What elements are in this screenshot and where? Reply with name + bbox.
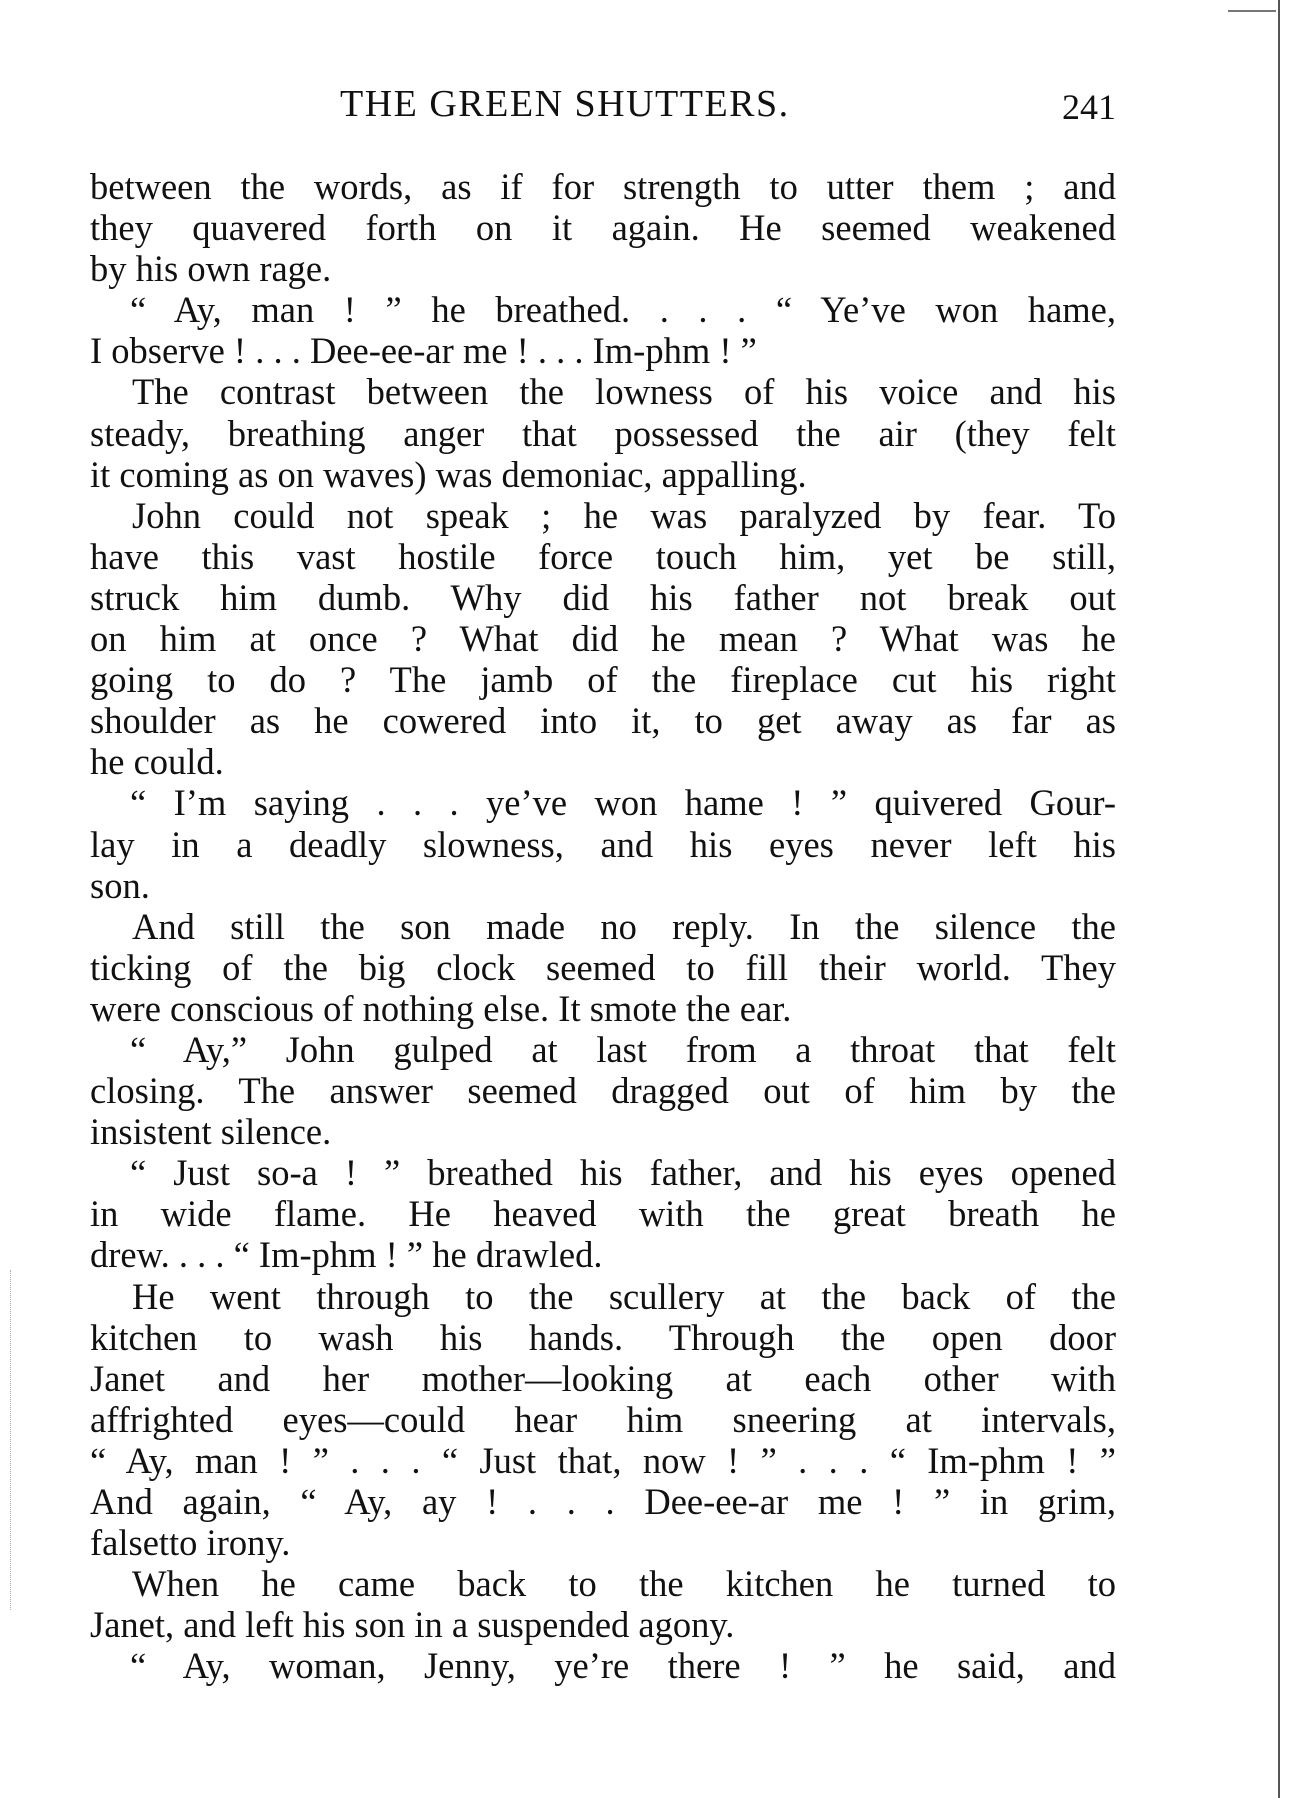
text-line: John could not speak ; he was paralyzed by fear. To [132,494,1116,536]
text-line: ticking of the big clock seemed to fill their world. They [90,946,1116,988]
text-line: When he came back to the kitchen he turned to [132,1563,1116,1605]
text-line: The contrast between the lowness of his voice and his [132,371,1116,413]
text-line: going to do ? The jamb of the fireplace cut his right [90,659,1116,701]
text-line: it coming as on waves) was demoniac, appalling. [90,453,807,495]
page-corner-rule [1228,10,1276,12]
text-line: “ Ay, man ! ” . . . “ Just that, now ! ” . . . “ Im-phm ! ” [90,1439,1116,1481]
text-line: steady, breathing anger that possessed the air (they felt [90,412,1116,454]
text-line: Janet, and left his son in a suspended agony. [90,1604,735,1646]
page-number: 241 [1062,87,1116,127]
text-line: “ I’m saying . . . ye’ve won hame ! ” quivered Gour- [130,782,1116,824]
text-line: “ Just so-a ! ” breathed his father, and his eyes opened [130,1152,1116,1194]
text-line: And again, “ Ay, ay ! . . . Dee-ee-ar me ! ” in grim, [90,1481,1116,1522]
text-line: insistent silence. [90,1111,332,1153]
body-text [90,166,1116,1686]
text-line: they quavered forth on it again. He seemed weakened [90,207,1116,249]
text-line: He went through to the scullery at the back of the [132,1275,1116,1317]
text-line: I observe ! . . . Dee-ee-ar me ! . . . Im-phm ! ” [90,330,757,372]
text-line: “ Ay,” John gulped at last from a throat that felt [130,1028,1116,1070]
text-line: affrighted eyes—could hear him sneering at intervals, [90,1398,1116,1440]
text-line: kitchen to wash his hands. Through the open door [90,1316,1116,1358]
text-line: lay in a deadly slowness, and his eyes never left his [90,823,1116,865]
text-line: son. [90,864,150,906]
text-line: “ Ay, man ! ” he breathed. . . . “ Ye’ve won hame, [130,289,1116,331]
running-title: THE GREEN SHUTTERS. [340,83,790,125]
text-line: And still the son made no reply. In the silence the [132,905,1116,947]
text-line: Janet and her mother—looking at each other with [90,1357,1116,1399]
text-line: shoulder as he cowered into it, to get away as far as [90,700,1116,742]
text-line: have this vast hostile force touch him, yet be still, [90,535,1116,577]
text-line: struck him dumb. Why did his father not break out [90,576,1116,618]
text-line: on him at once ? What did he mean ? What was he [90,618,1116,660]
text-line: between the words, as if for strength to utter them ; and [90,166,1116,207]
text-line: “ Ay, woman, Jenny, ye’re there ! ” he said, and [130,1645,1116,1687]
text-line: were conscious of nothing else. It smote the ear. [90,987,792,1029]
text-line: closing. The answer seemed dragged out of him by the [90,1070,1116,1112]
text-line: falsetto irony. [90,1522,291,1564]
text-line: drew. . . . “ Im-phm ! ” he drawled. [90,1234,603,1276]
running-head [90,82,1116,132]
page-edge-rule [1278,0,1280,1798]
text-line: in wide flame. He heaved with the great breath he [90,1193,1116,1235]
text-line: he could. [90,741,224,783]
gutter-marks [10,1270,14,1610]
text-line: by his own rage. [90,248,332,290]
